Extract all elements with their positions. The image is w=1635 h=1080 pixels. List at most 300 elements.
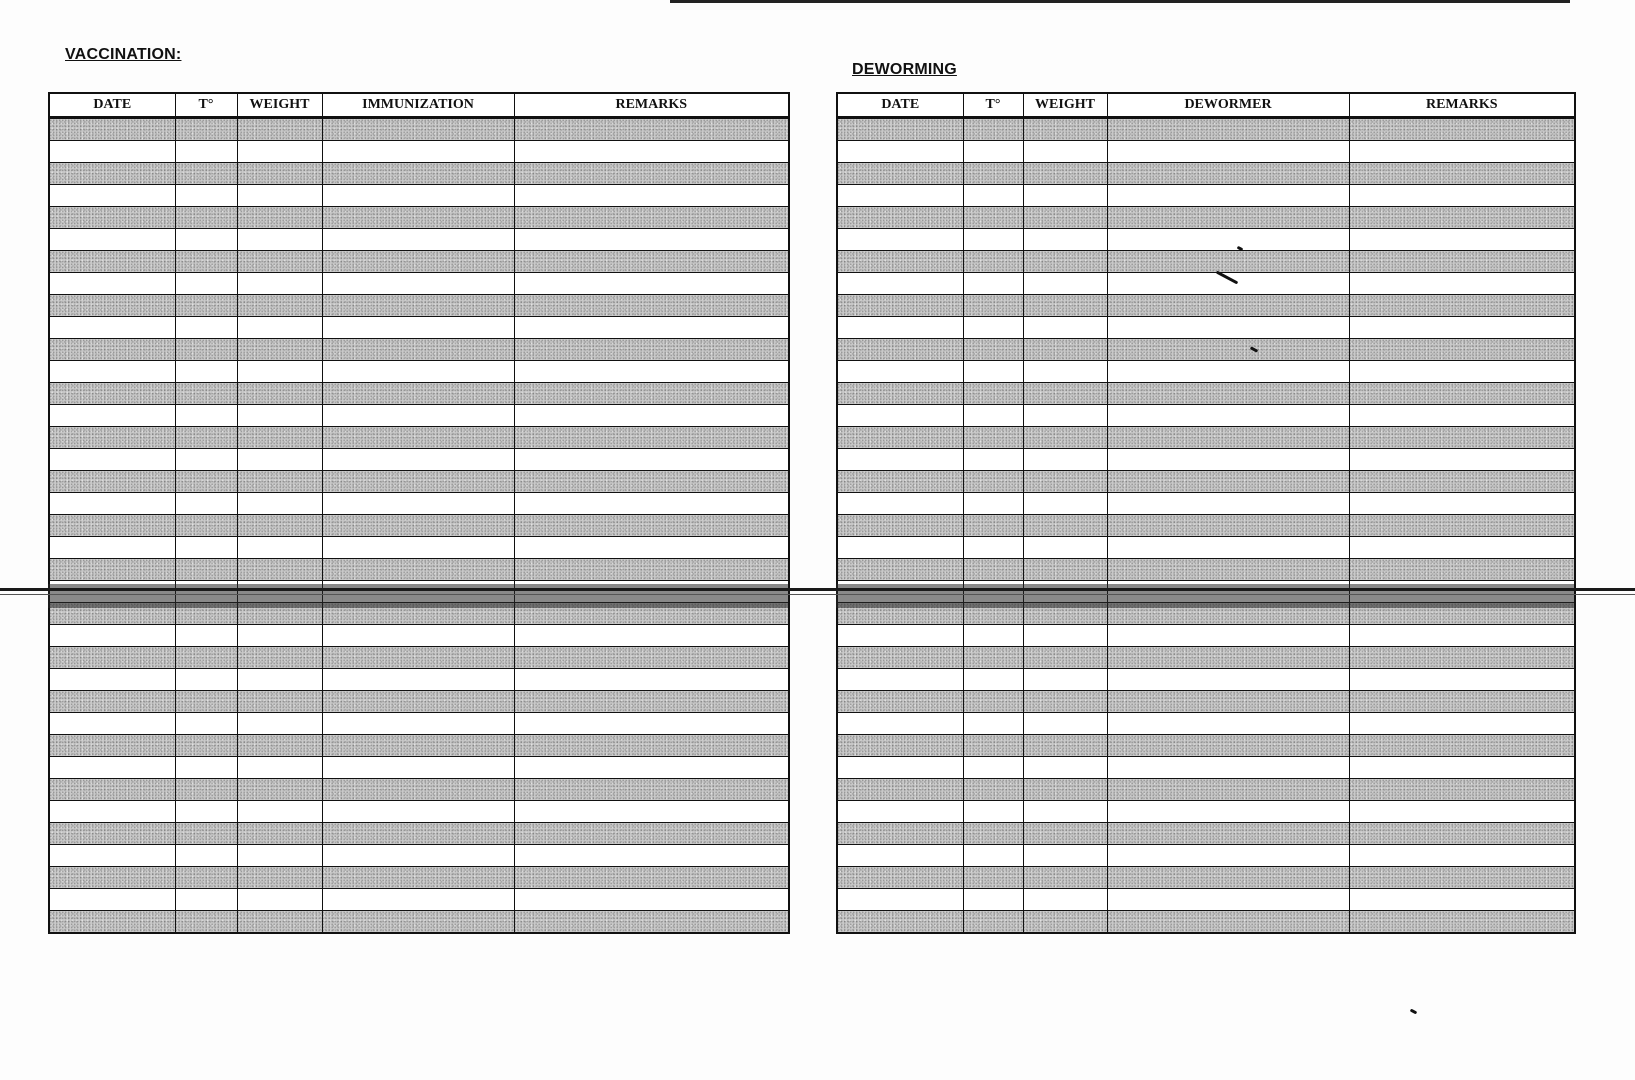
blank-cell[interactable]	[175, 118, 237, 141]
blank-cell[interactable]	[837, 471, 963, 493]
blank-cell[interactable]	[1023, 735, 1107, 757]
blank-cell[interactable]	[1349, 251, 1575, 273]
blank-cell[interactable]	[49, 647, 175, 669]
blank-cell[interactable]	[237, 537, 322, 559]
blank-cell[interactable]	[1023, 118, 1107, 141]
blank-cell[interactable]	[237, 691, 322, 713]
blank-cell[interactable]	[1107, 603, 1349, 625]
blank-cell[interactable]	[237, 757, 322, 779]
blank-cell[interactable]	[322, 317, 514, 339]
blank-cell[interactable]	[1107, 163, 1349, 185]
blank-cell[interactable]	[963, 427, 1023, 449]
blank-cell[interactable]	[837, 295, 963, 317]
blank-cell[interactable]	[963, 889, 1023, 911]
blank-cell[interactable]	[963, 471, 1023, 493]
blank-cell[interactable]	[1349, 493, 1575, 515]
blank-cell[interactable]	[49, 207, 175, 229]
blank-cell[interactable]	[49, 867, 175, 889]
blank-cell[interactable]	[175, 493, 237, 515]
blank-cell[interactable]	[514, 493, 789, 515]
blank-cell[interactable]	[963, 735, 1023, 757]
blank-cell[interactable]	[1107, 889, 1349, 911]
blank-cell[interactable]	[837, 229, 963, 251]
blank-cell[interactable]	[1023, 691, 1107, 713]
blank-cell[interactable]	[175, 185, 237, 207]
blank-cell[interactable]	[1349, 361, 1575, 383]
blank-cell[interactable]	[1107, 845, 1349, 867]
blank-cell[interactable]	[322, 383, 514, 405]
blank-cell[interactable]	[837, 801, 963, 823]
blank-cell[interactable]	[175, 295, 237, 317]
blank-cell[interactable]	[322, 911, 514, 934]
blank-cell[interactable]	[837, 118, 963, 141]
blank-cell[interactable]	[514, 603, 789, 625]
blank-cell[interactable]	[1107, 118, 1349, 141]
blank-cell[interactable]	[175, 845, 237, 867]
blank-cell[interactable]	[963, 559, 1023, 581]
blank-cell[interactable]	[237, 823, 322, 845]
blank-cell[interactable]	[49, 889, 175, 911]
blank-cell[interactable]	[1023, 295, 1107, 317]
blank-cell[interactable]	[237, 207, 322, 229]
blank-cell[interactable]	[1023, 889, 1107, 911]
blank-cell[interactable]	[322, 559, 514, 581]
blank-cell[interactable]	[1107, 559, 1349, 581]
blank-cell[interactable]	[514, 713, 789, 735]
blank-cell[interactable]	[237, 383, 322, 405]
blank-cell[interactable]	[322, 845, 514, 867]
blank-cell[interactable]	[963, 779, 1023, 801]
blank-cell[interactable]	[1349, 889, 1575, 911]
blank-cell[interactable]	[963, 691, 1023, 713]
blank-cell[interactable]	[237, 339, 322, 361]
blank-cell[interactable]	[237, 867, 322, 889]
blank-cell[interactable]	[237, 361, 322, 383]
blank-cell[interactable]	[837, 845, 963, 867]
blank-cell[interactable]	[514, 757, 789, 779]
blank-cell[interactable]	[963, 295, 1023, 317]
blank-cell[interactable]	[963, 823, 1023, 845]
blank-cell[interactable]	[1107, 361, 1349, 383]
blank-cell[interactable]	[1349, 713, 1575, 735]
blank-cell[interactable]	[1107, 625, 1349, 647]
blank-cell[interactable]	[1349, 185, 1575, 207]
blank-cell[interactable]	[49, 295, 175, 317]
blank-cell[interactable]	[237, 427, 322, 449]
blank-cell[interactable]	[514, 625, 789, 647]
blank-cell[interactable]	[322, 889, 514, 911]
blank-cell[interactable]	[1023, 515, 1107, 537]
blank-cell[interactable]	[1107, 383, 1349, 405]
blank-cell[interactable]	[49, 493, 175, 515]
blank-cell[interactable]	[237, 735, 322, 757]
blank-cell[interactable]	[237, 493, 322, 515]
blank-cell[interactable]	[175, 823, 237, 845]
blank-cell[interactable]	[514, 185, 789, 207]
blank-cell[interactable]	[963, 845, 1023, 867]
blank-cell[interactable]	[1107, 823, 1349, 845]
blank-cell[interactable]	[837, 779, 963, 801]
blank-cell[interactable]	[322, 118, 514, 141]
blank-cell[interactable]	[237, 801, 322, 823]
blank-cell[interactable]	[237, 163, 322, 185]
blank-cell[interactable]	[175, 911, 237, 934]
blank-cell[interactable]	[514, 823, 789, 845]
blank-cell[interactable]	[1023, 141, 1107, 163]
blank-cell[interactable]	[1023, 867, 1107, 889]
blank-cell[interactable]	[514, 867, 789, 889]
blank-cell[interactable]	[49, 118, 175, 141]
blank-cell[interactable]	[237, 118, 322, 141]
blank-cell[interactable]	[963, 317, 1023, 339]
blank-cell[interactable]	[1349, 669, 1575, 691]
blank-cell[interactable]	[322, 625, 514, 647]
blank-cell[interactable]	[514, 427, 789, 449]
blank-cell[interactable]	[1107, 647, 1349, 669]
blank-cell[interactable]	[49, 405, 175, 427]
blank-cell[interactable]	[237, 779, 322, 801]
blank-cell[interactable]	[322, 669, 514, 691]
blank-cell[interactable]	[49, 449, 175, 471]
blank-cell[interactable]	[514, 383, 789, 405]
blank-cell[interactable]	[49, 273, 175, 295]
blank-cell[interactable]	[1349, 779, 1575, 801]
blank-cell[interactable]	[514, 889, 789, 911]
blank-cell[interactable]	[837, 317, 963, 339]
blank-cell[interactable]	[514, 801, 789, 823]
blank-cell[interactable]	[837, 141, 963, 163]
blank-cell[interactable]	[963, 251, 1023, 273]
blank-cell[interactable]	[49, 801, 175, 823]
blank-cell[interactable]	[49, 471, 175, 493]
blank-cell[interactable]	[322, 251, 514, 273]
blank-cell[interactable]	[837, 823, 963, 845]
blank-cell[interactable]	[1023, 229, 1107, 251]
blank-cell[interactable]	[1349, 229, 1575, 251]
blank-cell[interactable]	[837, 911, 963, 934]
blank-cell[interactable]	[237, 471, 322, 493]
blank-cell[interactable]	[175, 273, 237, 295]
blank-cell[interactable]	[963, 405, 1023, 427]
blank-cell[interactable]	[837, 625, 963, 647]
blank-cell[interactable]	[237, 889, 322, 911]
blank-cell[interactable]	[1107, 339, 1349, 361]
blank-cell[interactable]	[175, 691, 237, 713]
blank-cell[interactable]	[1023, 823, 1107, 845]
blank-cell[interactable]	[49, 603, 175, 625]
blank-cell[interactable]	[963, 867, 1023, 889]
blank-cell[interactable]	[322, 757, 514, 779]
blank-cell[interactable]	[1349, 603, 1575, 625]
blank-cell[interactable]	[1349, 757, 1575, 779]
blank-cell[interactable]	[322, 273, 514, 295]
blank-cell[interactable]	[322, 735, 514, 757]
blank-cell[interactable]	[1349, 383, 1575, 405]
blank-cell[interactable]	[514, 317, 789, 339]
blank-cell[interactable]	[963, 647, 1023, 669]
blank-cell[interactable]	[1349, 647, 1575, 669]
blank-cell[interactable]	[837, 515, 963, 537]
blank-cell[interactable]	[1023, 779, 1107, 801]
blank-cell[interactable]	[1023, 471, 1107, 493]
blank-cell[interactable]	[237, 141, 322, 163]
blank-cell[interactable]	[1023, 383, 1107, 405]
blank-cell[interactable]	[1349, 163, 1575, 185]
blank-cell[interactable]	[322, 581, 514, 603]
blank-cell[interactable]	[1023, 559, 1107, 581]
blank-cell[interactable]	[49, 229, 175, 251]
blank-cell[interactable]	[1023, 317, 1107, 339]
blank-cell[interactable]	[1107, 911, 1349, 934]
blank-cell[interactable]	[175, 317, 237, 339]
blank-cell[interactable]	[175, 471, 237, 493]
blank-cell[interactable]	[837, 559, 963, 581]
blank-cell[interactable]	[1023, 537, 1107, 559]
blank-cell[interactable]	[837, 405, 963, 427]
blank-cell[interactable]	[1349, 118, 1575, 141]
blank-cell[interactable]	[175, 383, 237, 405]
blank-cell[interactable]	[49, 317, 175, 339]
blank-cell[interactable]	[49, 581, 175, 603]
blank-cell[interactable]	[49, 163, 175, 185]
blank-cell[interactable]	[1107, 493, 1349, 515]
blank-cell[interactable]	[1023, 581, 1107, 603]
blank-cell[interactable]	[1107, 229, 1349, 251]
blank-cell[interactable]	[514, 647, 789, 669]
blank-cell[interactable]	[49, 339, 175, 361]
blank-cell[interactable]	[1107, 515, 1349, 537]
blank-cell[interactable]	[175, 251, 237, 273]
blank-cell[interactable]	[514, 735, 789, 757]
blank-cell[interactable]	[1349, 625, 1575, 647]
blank-cell[interactable]	[322, 801, 514, 823]
blank-cell[interactable]	[837, 493, 963, 515]
blank-cell[interactable]	[175, 207, 237, 229]
blank-cell[interactable]	[963, 339, 1023, 361]
blank-cell[interactable]	[1107, 471, 1349, 493]
blank-cell[interactable]	[514, 229, 789, 251]
blank-cell[interactable]	[837, 251, 963, 273]
blank-cell[interactable]	[1349, 581, 1575, 603]
blank-cell[interactable]	[322, 295, 514, 317]
blank-cell[interactable]	[837, 735, 963, 757]
blank-cell[interactable]	[175, 867, 237, 889]
blank-cell[interactable]	[514, 295, 789, 317]
blank-cell[interactable]	[837, 669, 963, 691]
blank-cell[interactable]	[1349, 427, 1575, 449]
blank-cell[interactable]	[837, 185, 963, 207]
blank-cell[interactable]	[1107, 735, 1349, 757]
blank-cell[interactable]	[963, 581, 1023, 603]
blank-cell[interactable]	[514, 361, 789, 383]
blank-cell[interactable]	[49, 251, 175, 273]
blank-cell[interactable]	[175, 141, 237, 163]
blank-cell[interactable]	[49, 141, 175, 163]
blank-cell[interactable]	[963, 141, 1023, 163]
blank-cell[interactable]	[1107, 581, 1349, 603]
blank-cell[interactable]	[322, 647, 514, 669]
blank-cell[interactable]	[237, 559, 322, 581]
blank-cell[interactable]	[175, 735, 237, 757]
blank-cell[interactable]	[837, 339, 963, 361]
blank-cell[interactable]	[963, 911, 1023, 934]
blank-cell[interactable]	[1349, 339, 1575, 361]
blank-cell[interactable]	[49, 845, 175, 867]
blank-cell[interactable]	[963, 625, 1023, 647]
blank-cell[interactable]	[237, 647, 322, 669]
blank-cell[interactable]	[514, 449, 789, 471]
blank-cell[interactable]	[837, 163, 963, 185]
blank-cell[interactable]	[1023, 647, 1107, 669]
blank-cell[interactable]	[1107, 251, 1349, 273]
blank-cell[interactable]	[237, 405, 322, 427]
blank-cell[interactable]	[963, 603, 1023, 625]
blank-cell[interactable]	[175, 537, 237, 559]
blank-cell[interactable]	[514, 118, 789, 141]
blank-cell[interactable]	[1107, 537, 1349, 559]
blank-cell[interactable]	[1349, 911, 1575, 934]
blank-cell[interactable]	[1023, 427, 1107, 449]
blank-cell[interactable]	[514, 779, 789, 801]
blank-cell[interactable]	[514, 471, 789, 493]
blank-cell[interactable]	[237, 669, 322, 691]
blank-cell[interactable]	[322, 823, 514, 845]
blank-cell[interactable]	[175, 603, 237, 625]
blank-cell[interactable]	[1107, 185, 1349, 207]
blank-cell[interactable]	[514, 207, 789, 229]
blank-cell[interactable]	[1023, 163, 1107, 185]
blank-cell[interactable]	[963, 449, 1023, 471]
blank-cell[interactable]	[837, 273, 963, 295]
blank-cell[interactable]	[175, 801, 237, 823]
blank-cell[interactable]	[1023, 845, 1107, 867]
blank-cell[interactable]	[322, 339, 514, 361]
blank-cell[interactable]	[322, 493, 514, 515]
blank-cell[interactable]	[237, 713, 322, 735]
blank-cell[interactable]	[49, 669, 175, 691]
blank-cell[interactable]	[1023, 911, 1107, 934]
blank-cell[interactable]	[1023, 361, 1107, 383]
blank-cell[interactable]	[1107, 317, 1349, 339]
blank-cell[interactable]	[963, 383, 1023, 405]
blank-cell[interactable]	[1107, 691, 1349, 713]
blank-cell[interactable]	[322, 229, 514, 251]
blank-cell[interactable]	[1107, 713, 1349, 735]
blank-cell[interactable]	[514, 251, 789, 273]
blank-cell[interactable]	[1023, 603, 1107, 625]
blank-cell[interactable]	[514, 559, 789, 581]
blank-cell[interactable]	[514, 515, 789, 537]
blank-cell[interactable]	[237, 911, 322, 934]
blank-cell[interactable]	[1107, 867, 1349, 889]
blank-cell[interactable]	[1107, 427, 1349, 449]
blank-cell[interactable]	[322, 867, 514, 889]
blank-cell[interactable]	[322, 427, 514, 449]
blank-cell[interactable]	[514, 911, 789, 934]
blank-cell[interactable]	[963, 493, 1023, 515]
blank-cell[interactable]	[514, 845, 789, 867]
blank-cell[interactable]	[49, 559, 175, 581]
blank-cell[interactable]	[175, 647, 237, 669]
blank-cell[interactable]	[49, 735, 175, 757]
blank-cell[interactable]	[514, 163, 789, 185]
blank-cell[interactable]	[322, 537, 514, 559]
blank-cell[interactable]	[237, 185, 322, 207]
blank-cell[interactable]	[963, 118, 1023, 141]
blank-cell[interactable]	[1107, 141, 1349, 163]
blank-cell[interactable]	[175, 669, 237, 691]
blank-cell[interactable]	[837, 867, 963, 889]
blank-cell[interactable]	[837, 647, 963, 669]
blank-cell[interactable]	[1023, 273, 1107, 295]
blank-cell[interactable]	[237, 251, 322, 273]
blank-cell[interactable]	[1023, 449, 1107, 471]
blank-cell[interactable]	[322, 163, 514, 185]
blank-cell[interactable]	[514, 581, 789, 603]
blank-cell[interactable]	[1023, 669, 1107, 691]
blank-cell[interactable]	[49, 823, 175, 845]
blank-cell[interactable]	[837, 449, 963, 471]
blank-cell[interactable]	[1023, 757, 1107, 779]
blank-cell[interactable]	[237, 449, 322, 471]
blank-cell[interactable]	[1349, 537, 1575, 559]
blank-cell[interactable]	[175, 779, 237, 801]
blank-cell[interactable]	[49, 383, 175, 405]
blank-cell[interactable]	[175, 163, 237, 185]
blank-cell[interactable]	[1349, 823, 1575, 845]
blank-cell[interactable]	[237, 625, 322, 647]
blank-cell[interactable]	[1023, 207, 1107, 229]
blank-cell[interactable]	[963, 273, 1023, 295]
blank-cell[interactable]	[175, 581, 237, 603]
blank-cell[interactable]	[514, 273, 789, 295]
blank-cell[interactable]	[963, 537, 1023, 559]
blank-cell[interactable]	[1349, 317, 1575, 339]
blank-cell[interactable]	[1107, 449, 1349, 471]
blank-cell[interactable]	[237, 229, 322, 251]
blank-cell[interactable]	[237, 845, 322, 867]
blank-cell[interactable]	[322, 713, 514, 735]
blank-cell[interactable]	[837, 207, 963, 229]
blank-cell[interactable]	[1107, 757, 1349, 779]
blank-cell[interactable]	[237, 603, 322, 625]
blank-cell[interactable]	[322, 471, 514, 493]
blank-cell[interactable]	[514, 141, 789, 163]
blank-cell[interactable]	[1023, 185, 1107, 207]
blank-cell[interactable]	[175, 757, 237, 779]
blank-cell[interactable]	[1023, 625, 1107, 647]
blank-cell[interactable]	[837, 361, 963, 383]
blank-cell[interactable]	[237, 581, 322, 603]
blank-cell[interactable]	[1349, 295, 1575, 317]
blank-cell[interactable]	[1023, 251, 1107, 273]
blank-cell[interactable]	[322, 361, 514, 383]
blank-cell[interactable]	[837, 889, 963, 911]
blank-cell[interactable]	[49, 185, 175, 207]
blank-cell[interactable]	[837, 691, 963, 713]
blank-cell[interactable]	[963, 713, 1023, 735]
blank-cell[interactable]	[1023, 801, 1107, 823]
blank-cell[interactable]	[963, 361, 1023, 383]
blank-cell[interactable]	[237, 317, 322, 339]
blank-cell[interactable]	[963, 801, 1023, 823]
blank-cell[interactable]	[1349, 801, 1575, 823]
blank-cell[interactable]	[514, 339, 789, 361]
blank-cell[interactable]	[963, 669, 1023, 691]
blank-cell[interactable]	[837, 713, 963, 735]
blank-cell[interactable]	[963, 207, 1023, 229]
blank-cell[interactable]	[237, 515, 322, 537]
